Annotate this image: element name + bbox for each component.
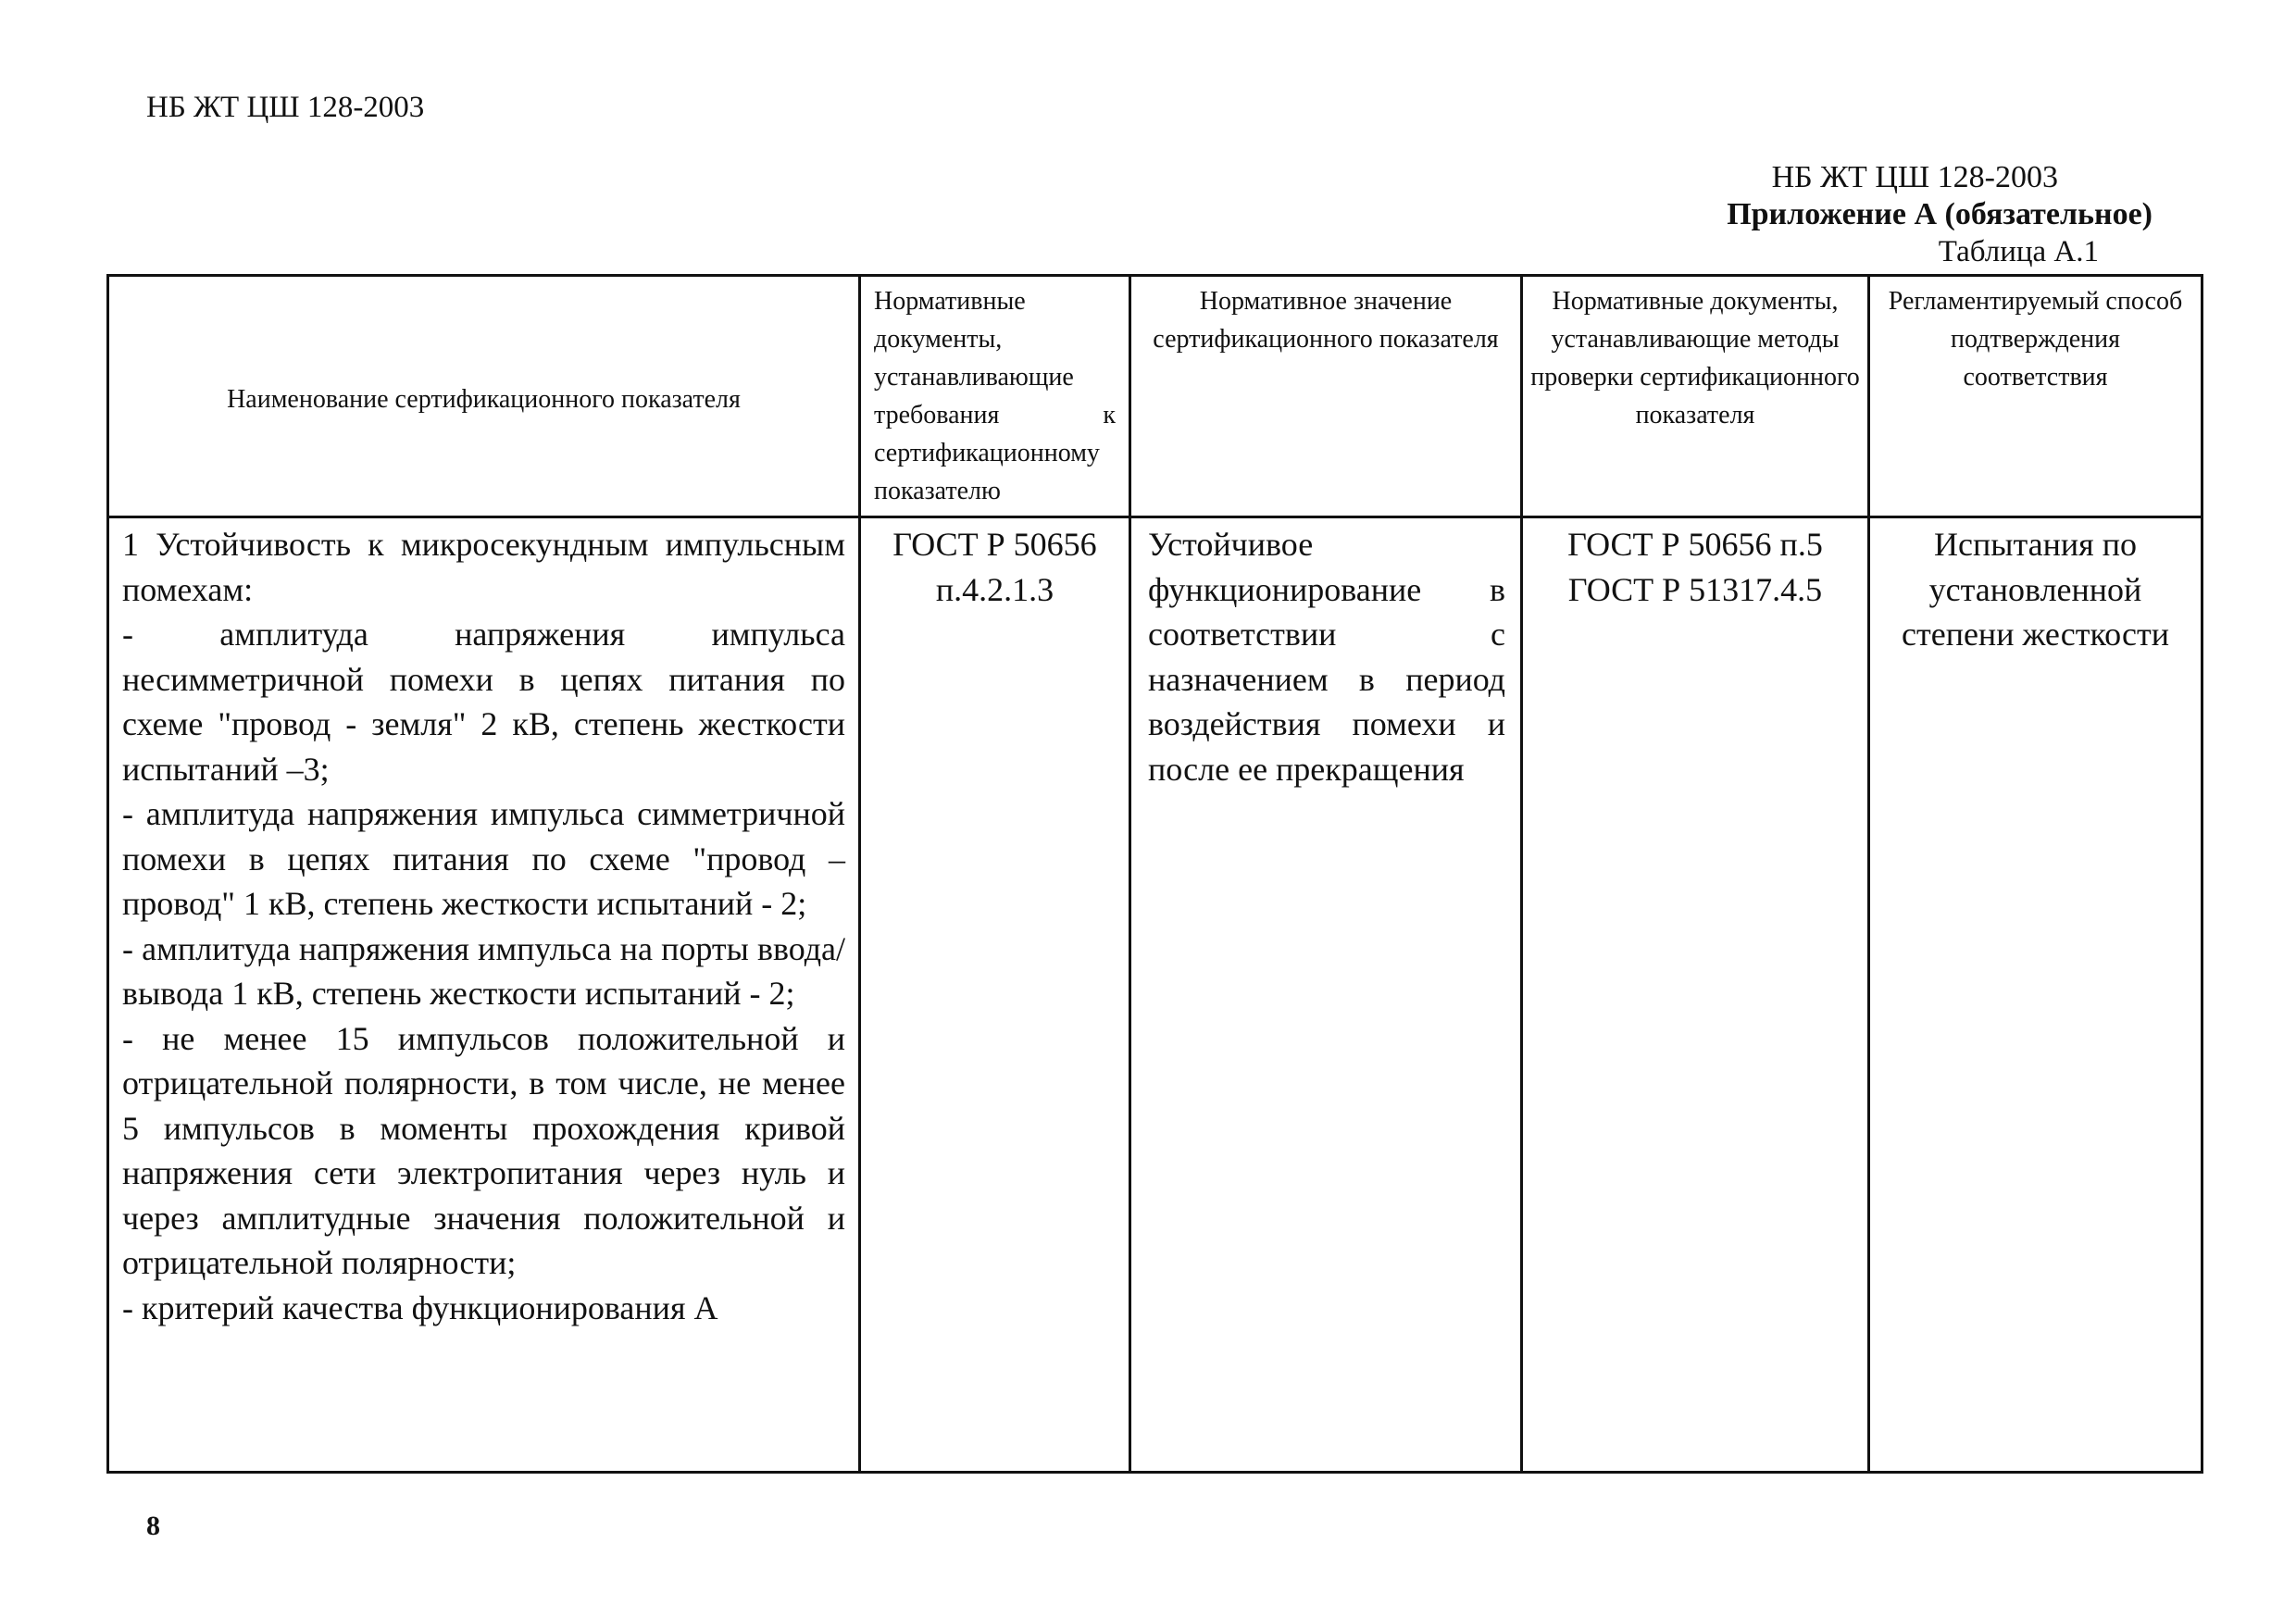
indicator-paragraph: 1 Устойчивость к микросекундным импульсным помехам: <box>122 526 845 608</box>
header-confirmation-method: Регламентируемый способ подтверждения соответствия <box>1869 276 2202 517</box>
header-method-docs: Нормативные документы, устанавливающие методы проверки сертификационного показателя <box>1522 276 1869 517</box>
document-code-top: НБ ЖТ ЦШ 128-2003 <box>146 91 425 124</box>
appendix-header <box>1727 159 2152 270</box>
confirmation-method-cell: Испытания по установленной степени жесткости <box>1869 517 2202 1473</box>
requirement-clause: п.4.2.1.3 <box>935 570 1054 608</box>
certification-table <box>106 274 2203 1474</box>
indicator-name-cell <box>108 517 860 1473</box>
indicator-paragraph: - амплитуда напряжения импульса несимметричной помехи в цепях питания по схеме "провод - земля" 2 кВ, степень жесткости испытаний –3; <box>122 616 845 788</box>
table-header-row <box>108 276 2202 517</box>
header-normative-value: Нормативное значение сертификационного показателя <box>1130 276 1522 517</box>
table-row <box>108 517 2202 1473</box>
indicator-paragraph: - не менее 15 импульсов положительной и отрицательной полярности, в том числе, не менее 5 импульсов в моменты прохождения кривой напряжения сети электропитания через нуль и через амплитудные значения положительной и отрицательной полярности; <box>122 1019 845 1281</box>
method-doc: ГОСТ Р 51317.4.5 <box>1567 570 1823 608</box>
requirement-doc: ГОСТ Р 50656 <box>892 526 1097 563</box>
header-requirement-docs: Нормативные документы, устанавливающие требования к сертификационному показателю <box>860 276 1130 517</box>
table-number: Таблица А.1 <box>1938 235 2099 268</box>
requirement-docs-cell <box>860 517 1130 1473</box>
header-indicator-name: Наименование сертификационного показателя <box>108 276 860 517</box>
appendix-title: Приложение А (обязательное) <box>1727 197 2152 231</box>
normative-value-cell: Устойчивое функционирование в соответствии с назначением в период воздействия помехи и после ее прекращения <box>1130 517 1522 1473</box>
page-number: 8 <box>146 1511 160 1541</box>
document-code: НБ ЖТ ЦШ 128-2003 <box>1771 160 2058 194</box>
method-doc: ГОСТ Р 50656 п.5 <box>1567 526 1823 563</box>
indicator-paragraph: - амплитуда напряжения импульса на порты ввода/вывода 1 кВ, степень жесткости испытаний - 2; <box>122 929 845 1012</box>
method-docs-cell <box>1522 517 1869 1473</box>
indicator-paragraph: - амплитуда напряжения импульса симметричной помехи в цепях питания по схеме "провод – провод" 1 кВ, степень жесткости испытаний - 2; <box>122 795 845 922</box>
indicator-paragraph: - критерий качества функционирования А <box>122 1288 718 1326</box>
